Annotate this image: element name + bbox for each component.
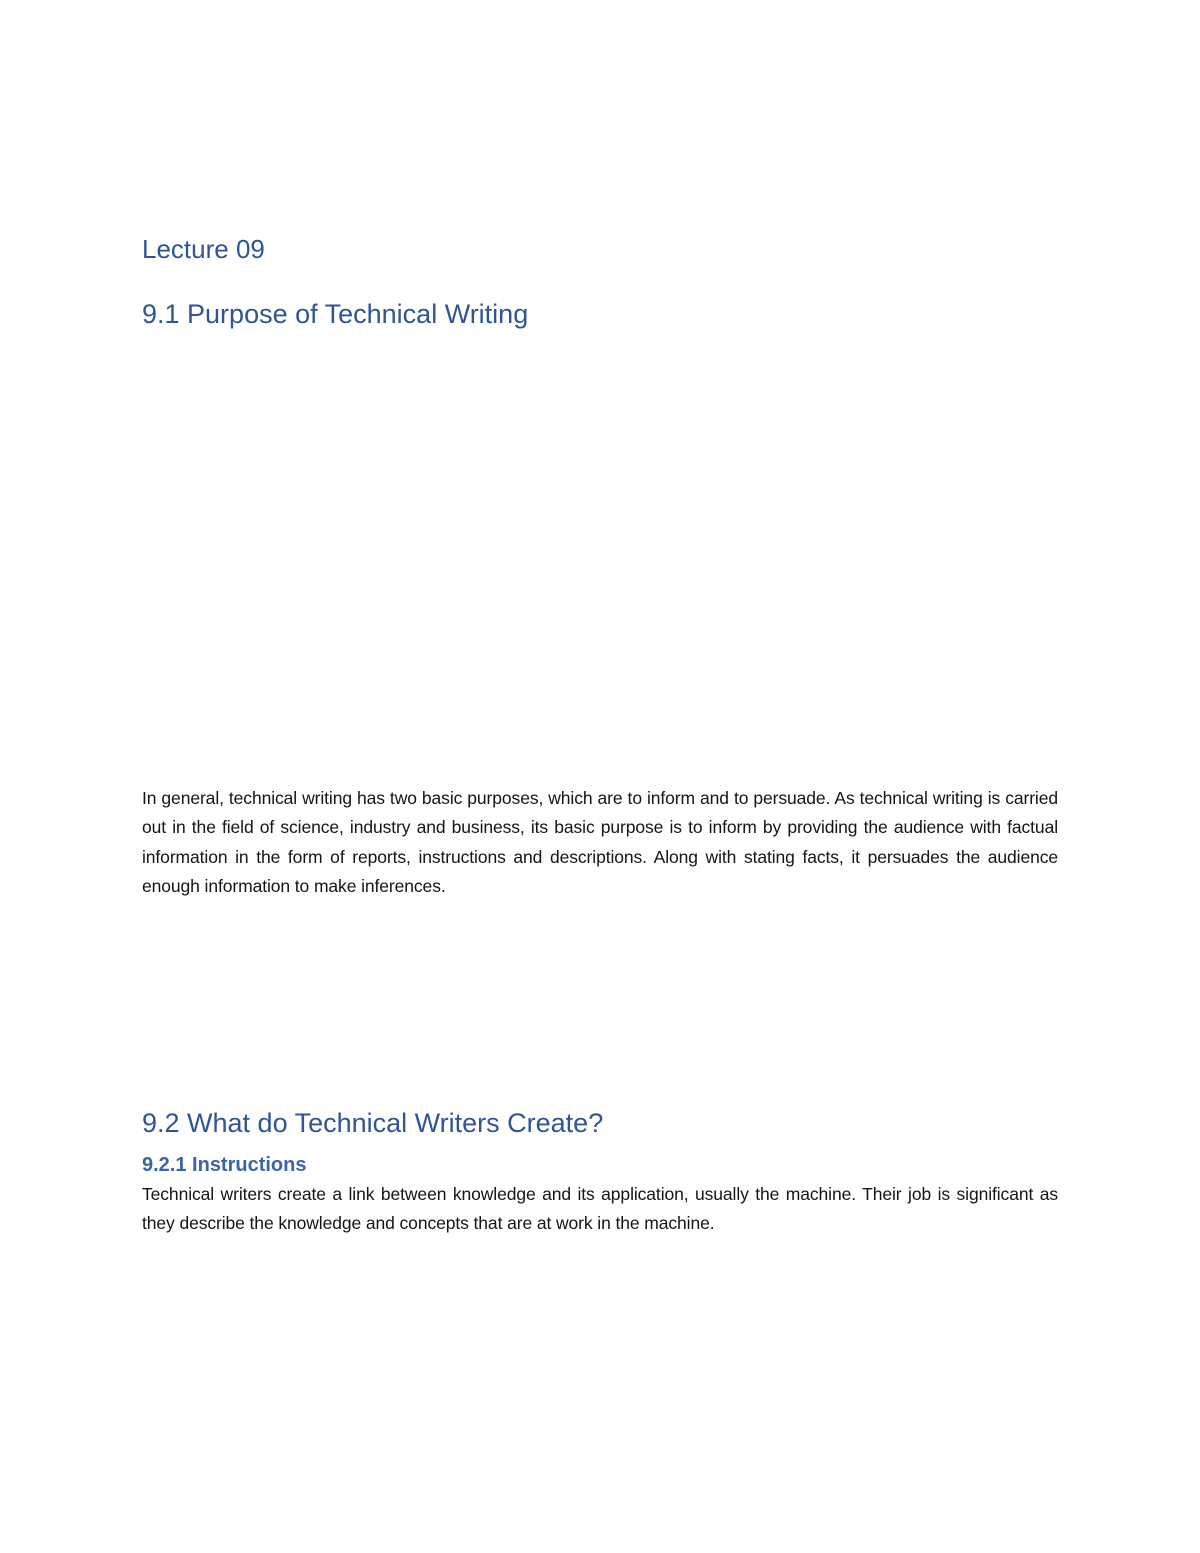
subsection-heading-9-2-1: 9.2.1 Instructions [142, 1154, 307, 1176]
instructions-paragraph: Technical writers create a link between knowledge and its application, usually the machine. Their job is significant as they describe the knowledge and concepts that are at work in the machine. [142, 1184, 1058, 1234]
purpose-paragraph: In general, technical writing has two basic purposes, which are to inform and to persuade. As technical writing is carried out in the field of science, industry and business, its basic purpose is to inform by providing the audience with factual information in the form of reports, instructions and descriptions. Along with stating facts, it persuades the audience enough information to make inferences. [142, 788, 1058, 897]
section-heading-9-2: 9.2 What do Technical Writers Create? [142, 1108, 604, 1138]
lecture-title: Lecture 09 [142, 234, 265, 264]
section-heading-9-1: 9.1 Purpose of Technical Writing [142, 299, 529, 329]
